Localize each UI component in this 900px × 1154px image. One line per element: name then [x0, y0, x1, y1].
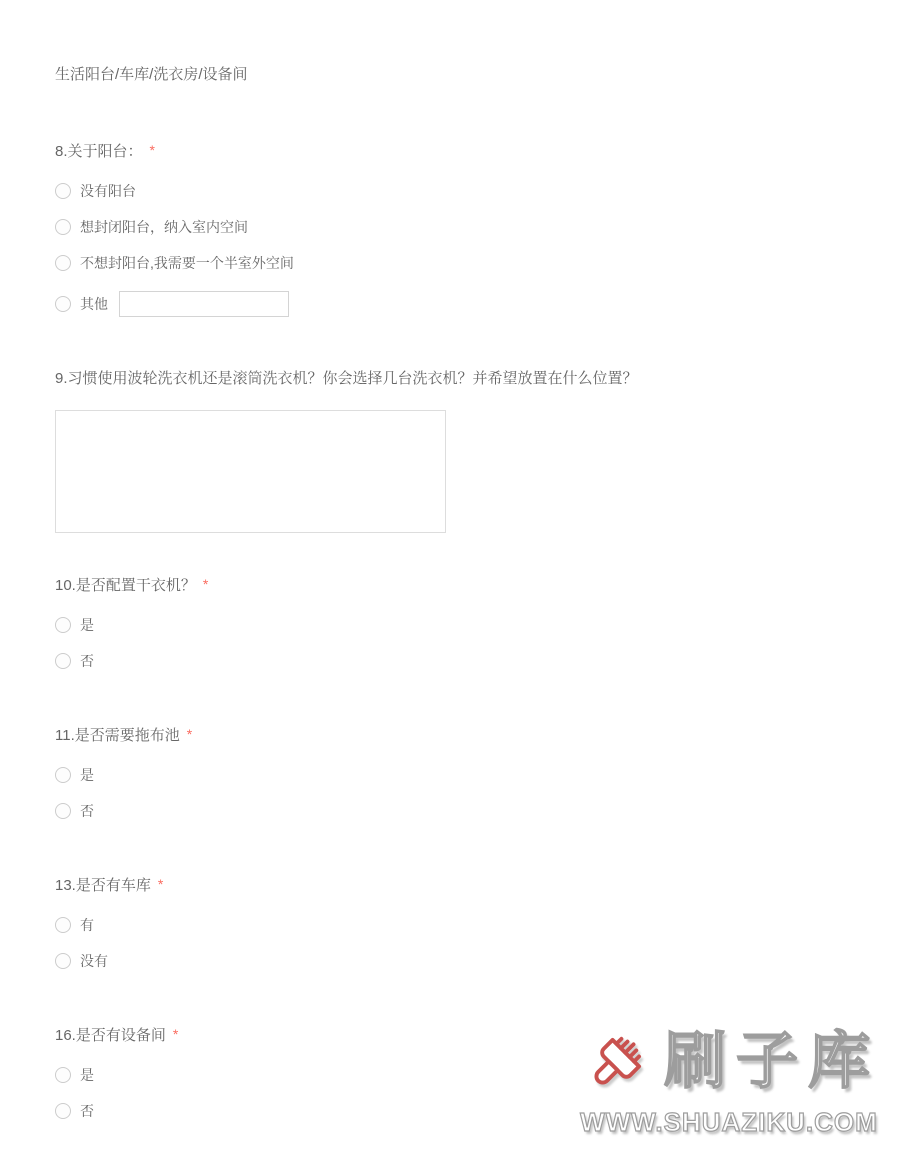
question-13	[55, 875, 900, 969]
radio-option[interactable]	[55, 255, 900, 271]
option-label: 想封闭阳台，纳入室内空间	[80, 219, 248, 235]
radio-button[interactable]	[55, 917, 71, 933]
option-label: 其他	[80, 296, 108, 312]
question-title-text: 10.是否配置干衣机？	[55, 577, 196, 594]
radio-option[interactable]	[55, 219, 900, 235]
radio-option[interactable]	[55, 953, 900, 969]
option-label: 否	[80, 803, 94, 819]
question-title	[55, 725, 900, 745]
radio-option[interactable]	[55, 617, 900, 633]
question-title-text: 9.习惯使用波轮洗衣机还是滚筒洗衣机？你会选择几台洗衣机？并希望放置在什么位置？	[55, 370, 638, 387]
option-label: 是	[80, 617, 94, 633]
question-11	[55, 725, 900, 819]
required-asterisk: *	[157, 876, 164, 892]
radio-button[interactable]	[55, 767, 71, 783]
question-8	[55, 141, 900, 317]
question-title-text: 11.是否需要拖布池	[55, 727, 180, 744]
required-asterisk: *	[172, 1026, 179, 1042]
option-label: 没有阳台	[80, 183, 136, 199]
option-label: 是	[80, 767, 94, 783]
watermark-top	[578, 1023, 880, 1101]
radio-button[interactable]	[55, 617, 71, 633]
radio-option[interactable]	[55, 653, 900, 669]
option-label: 不想封阳台,我需要一个半室外空间	[80, 255, 294, 271]
question-title	[55, 575, 900, 595]
radio-button[interactable]	[55, 803, 71, 819]
option-label: 有	[80, 917, 94, 933]
required-asterisk: *	[186, 726, 193, 742]
question-title	[55, 875, 900, 895]
other-text-input[interactable]	[119, 291, 289, 317]
question-title	[55, 141, 900, 161]
question-9	[55, 370, 900, 533]
option-label: 否	[80, 653, 94, 669]
watermark-brand-text: 刷子库	[663, 1027, 880, 1096]
option-label: 是	[80, 1067, 94, 1083]
radio-button[interactable]	[55, 1067, 71, 1083]
radio-button[interactable]	[55, 953, 71, 969]
question-10	[55, 575, 900, 669]
question-title-text: 16.是否有设备间	[55, 1027, 166, 1044]
radio-button[interactable]	[55, 296, 71, 312]
question-title-text: 8.关于阳台：	[55, 143, 143, 160]
brush-icon	[578, 1023, 656, 1101]
radio-option[interactable]	[55, 183, 900, 199]
radio-option[interactable]	[55, 917, 900, 933]
radio-button[interactable]	[55, 255, 71, 271]
radio-button[interactable]	[55, 183, 71, 199]
radio-option-other[interactable]	[55, 291, 900, 317]
radio-option[interactable]	[55, 803, 900, 819]
radio-option[interactable]	[55, 767, 900, 783]
question-title-text: 13.是否有车库	[55, 877, 151, 894]
watermark-url-text: WWW.SHUAZIKU.COM	[580, 1107, 878, 1137]
radio-button[interactable]	[55, 219, 71, 235]
question-title	[55, 370, 900, 388]
answer-textarea[interactable]	[55, 410, 446, 533]
required-asterisk: *	[149, 142, 155, 158]
section-title: 生活阳台/车库/洗衣房/设备间	[55, 66, 248, 83]
required-asterisk: *	[202, 576, 209, 592]
option-label: 否	[80, 1103, 94, 1119]
watermark	[578, 1023, 880, 1138]
option-label: 没有	[80, 953, 108, 969]
radio-button[interactable]	[55, 653, 71, 669]
radio-button[interactable]	[55, 1103, 71, 1119]
